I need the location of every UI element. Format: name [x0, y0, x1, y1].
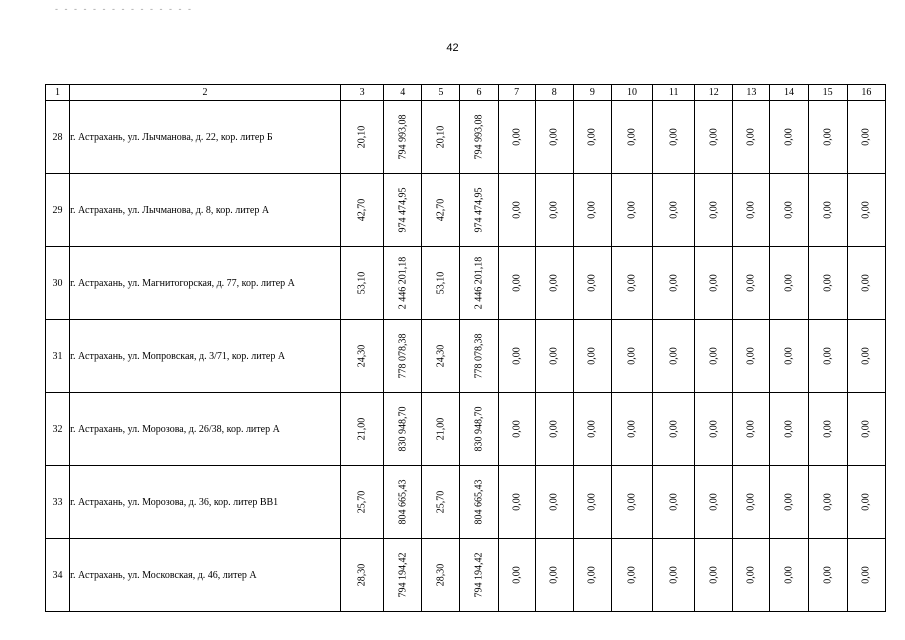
- amount-value: 2 446 201,18: [473, 256, 485, 310]
- row-number: 29: [46, 174, 70, 247]
- cell-value: 0,00: [548, 347, 560, 365]
- address-cell: г. Астрахань, ул. Магнитогорская, д. 77, кор. литер А: [70, 247, 341, 320]
- cell-value: 0,00: [860, 201, 872, 219]
- amount-value: 2 446 201,18: [397, 256, 409, 310]
- cell-value: 0,00: [822, 274, 834, 292]
- row-number: 32: [46, 393, 70, 466]
- area-value: 42,70: [435, 198, 447, 222]
- value-cell: [498, 466, 535, 539]
- cell-value: 0,00: [511, 128, 523, 146]
- area-value: 53,10: [356, 271, 368, 295]
- table-row: [46, 101, 886, 174]
- value-cell: [611, 174, 652, 247]
- cell-value: 0,00: [548, 420, 560, 438]
- value-cell: [535, 174, 573, 247]
- data-table: [45, 84, 886, 612]
- value-cell: [808, 466, 847, 539]
- amount-cell: [460, 539, 498, 612]
- cell-value: 0,00: [586, 566, 598, 584]
- address-cell: г. Астрахань, ул. Мопровская, д. 3/71, кор. литер А: [70, 320, 341, 393]
- amount-value: 830 948,70: [397, 406, 409, 452]
- value-cell: [847, 247, 885, 320]
- cell-value: 0,00: [860, 128, 872, 146]
- row-number: 33: [46, 466, 70, 539]
- amount-cell: [460, 393, 498, 466]
- cell-value: 0,00: [586, 201, 598, 219]
- area-cell: [341, 101, 384, 174]
- value-cell: [535, 539, 573, 612]
- cell-value: 0,00: [548, 274, 560, 292]
- area-cell: [341, 247, 384, 320]
- cell-value: 0,00: [548, 128, 560, 146]
- table-row: [46, 393, 886, 466]
- cell-value: 0,00: [668, 493, 680, 511]
- column-header: 5: [422, 85, 460, 101]
- value-cell: [847, 101, 885, 174]
- cell-value: 0,00: [745, 420, 757, 438]
- area-value: 21,00: [435, 417, 447, 441]
- area-value: 53,10: [435, 271, 447, 295]
- value-cell: [535, 466, 573, 539]
- value-cell: [695, 101, 733, 174]
- amount-value: 804 665,43: [473, 479, 485, 525]
- amount-cell: [384, 174, 422, 247]
- value-cell: [847, 466, 885, 539]
- row-number: 30: [46, 247, 70, 320]
- amount-cell: [460, 247, 498, 320]
- cell-value: 0,00: [586, 420, 598, 438]
- amount-cell: [460, 466, 498, 539]
- amount-value: 794 993,08: [473, 114, 485, 160]
- value-cell: [573, 393, 611, 466]
- value-cell: [808, 247, 847, 320]
- column-header: 1: [46, 85, 70, 101]
- value-cell: [808, 393, 847, 466]
- value-cell: [733, 466, 770, 539]
- value-cell: [535, 101, 573, 174]
- amount-value: 804 665,43: [397, 479, 409, 525]
- cell-value: 0,00: [822, 201, 834, 219]
- address-cell: г. Астрахань, ул. Морозова, д. 26/38, кор. литер А: [70, 393, 341, 466]
- area-cell: [422, 247, 460, 320]
- column-header: 15: [808, 85, 847, 101]
- scan-artifact: - - - - - - - - - - - - - - -: [55, 4, 193, 14]
- area-cell: [422, 466, 460, 539]
- value-cell: [611, 320, 652, 393]
- cell-value: 0,00: [586, 493, 598, 511]
- cell-value: 0,00: [668, 128, 680, 146]
- value-cell: [498, 247, 535, 320]
- cell-value: 0,00: [822, 420, 834, 438]
- value-cell: [695, 539, 733, 612]
- value-cell: [770, 247, 808, 320]
- area-value: 20,10: [356, 125, 368, 149]
- cell-value: 0,00: [708, 274, 720, 292]
- column-header: 2: [70, 85, 341, 101]
- amount-cell: [460, 174, 498, 247]
- amount-cell: [384, 101, 422, 174]
- column-header: 3: [341, 85, 384, 101]
- value-cell: [498, 539, 535, 612]
- table-row: [46, 247, 886, 320]
- value-cell: [808, 101, 847, 174]
- table-row: [46, 174, 886, 247]
- amount-cell: [384, 539, 422, 612]
- cell-value: 0,00: [626, 347, 638, 365]
- address-cell: г. Астрахань, ул. Лычманова, д. 8, кор. литер А: [70, 174, 341, 247]
- cell-value: 0,00: [668, 566, 680, 584]
- cell-value: 0,00: [822, 566, 834, 584]
- row-number: 28: [46, 101, 70, 174]
- area-value: 20,10: [435, 125, 447, 149]
- value-cell: [847, 174, 885, 247]
- value-cell: [770, 320, 808, 393]
- cell-value: 0,00: [586, 128, 598, 146]
- row-number: 31: [46, 320, 70, 393]
- value-cell: [498, 101, 535, 174]
- value-cell: [573, 101, 611, 174]
- value-cell: [770, 539, 808, 612]
- column-header: 9: [573, 85, 611, 101]
- cell-value: 0,00: [548, 201, 560, 219]
- value-cell: [573, 174, 611, 247]
- amount-value: 794 993,08: [397, 114, 409, 160]
- amount-cell: [384, 393, 422, 466]
- area-cell: [422, 539, 460, 612]
- cell-value: 0,00: [511, 347, 523, 365]
- cell-value: 0,00: [511, 493, 523, 511]
- cell-value: 0,00: [860, 493, 872, 511]
- value-cell: [573, 539, 611, 612]
- value-cell: [653, 320, 695, 393]
- cell-value: 0,00: [626, 493, 638, 511]
- value-cell: [498, 320, 535, 393]
- value-cell: [733, 174, 770, 247]
- value-cell: [573, 466, 611, 539]
- value-cell: [653, 393, 695, 466]
- header-row: [46, 85, 886, 101]
- area-cell: [341, 174, 384, 247]
- area-value: 24,30: [435, 344, 447, 368]
- area-cell: [422, 393, 460, 466]
- column-header: 6: [460, 85, 498, 101]
- value-cell: [653, 101, 695, 174]
- area-value: 28,30: [435, 563, 447, 587]
- amount-value: 778 078,38: [397, 333, 409, 379]
- cell-value: 0,00: [745, 347, 757, 365]
- column-header: 4: [384, 85, 422, 101]
- value-cell: [535, 320, 573, 393]
- cell-value: 0,00: [783, 420, 795, 438]
- cell-value: 0,00: [745, 566, 757, 584]
- area-value: 24,30: [356, 344, 368, 368]
- area-cell: [341, 539, 384, 612]
- column-header: 10: [611, 85, 652, 101]
- area-value: 42,70: [356, 198, 368, 222]
- amount-cell: [384, 320, 422, 393]
- column-header: 7: [498, 85, 535, 101]
- value-cell: [611, 539, 652, 612]
- cell-value: 0,00: [708, 201, 720, 219]
- area-cell: [341, 466, 384, 539]
- value-cell: [733, 320, 770, 393]
- table-row: [46, 320, 886, 393]
- cell-value: 0,00: [626, 201, 638, 219]
- area-cell: [422, 101, 460, 174]
- cell-value: 0,00: [708, 420, 720, 438]
- cell-value: 0,00: [511, 566, 523, 584]
- cell-value: 0,00: [745, 128, 757, 146]
- value-cell: [498, 174, 535, 247]
- value-cell: [535, 393, 573, 466]
- area-cell: [422, 174, 460, 247]
- cell-value: 0,00: [708, 128, 720, 146]
- cell-value: 0,00: [860, 420, 872, 438]
- value-cell: [808, 539, 847, 612]
- cell-value: 0,00: [668, 420, 680, 438]
- cell-value: 0,00: [668, 274, 680, 292]
- address-cell: г. Астрахань, ул. Лычманова, д. 22, кор. литер Б: [70, 101, 341, 174]
- value-cell: [611, 101, 652, 174]
- area-cell: [422, 320, 460, 393]
- value-cell: [695, 393, 733, 466]
- cell-value: 0,00: [822, 128, 834, 146]
- amount-value: 830 948,70: [473, 406, 485, 452]
- value-cell: [535, 247, 573, 320]
- cell-value: 0,00: [822, 493, 834, 511]
- cell-value: 0,00: [783, 493, 795, 511]
- value-cell: [653, 539, 695, 612]
- cell-value: 0,00: [668, 347, 680, 365]
- cell-value: 0,00: [860, 347, 872, 365]
- column-header: 8: [535, 85, 573, 101]
- value-cell: [695, 247, 733, 320]
- cell-value: 0,00: [783, 566, 795, 584]
- amount-value: 778 078,38: [473, 333, 485, 379]
- cell-value: 0,00: [860, 274, 872, 292]
- value-cell: [808, 174, 847, 247]
- cell-value: 0,00: [626, 128, 638, 146]
- value-cell: [653, 174, 695, 247]
- cell-value: 0,00: [626, 566, 638, 584]
- value-cell: [573, 247, 611, 320]
- value-cell: [847, 393, 885, 466]
- value-cell: [653, 466, 695, 539]
- value-cell: [573, 320, 611, 393]
- cell-value: 0,00: [626, 274, 638, 292]
- value-cell: [770, 466, 808, 539]
- area-value: 21,00: [356, 417, 368, 441]
- value-cell: [770, 101, 808, 174]
- area-value: 25,70: [435, 490, 447, 514]
- value-cell: [611, 466, 652, 539]
- cell-value: 0,00: [548, 566, 560, 584]
- area-value: 28,30: [356, 563, 368, 587]
- column-header: 16: [847, 85, 885, 101]
- value-cell: [847, 320, 885, 393]
- cell-value: 0,00: [668, 201, 680, 219]
- cell-value: 0,00: [783, 201, 795, 219]
- value-cell: [498, 393, 535, 466]
- table-row: [46, 539, 886, 612]
- area-value: 25,70: [356, 490, 368, 514]
- amount-cell: [460, 101, 498, 174]
- area-cell: [341, 393, 384, 466]
- cell-value: 0,00: [586, 347, 598, 365]
- page-number: 42: [446, 42, 459, 54]
- column-header: 14: [770, 85, 808, 101]
- cell-value: 0,00: [860, 566, 872, 584]
- value-cell: [733, 101, 770, 174]
- value-cell: [847, 539, 885, 612]
- cell-value: 0,00: [783, 347, 795, 365]
- amount-value: 974 474,95: [473, 187, 485, 233]
- cell-value: 0,00: [708, 566, 720, 584]
- cell-value: 0,00: [708, 493, 720, 511]
- cell-value: 0,00: [745, 201, 757, 219]
- value-cell: [653, 247, 695, 320]
- address-cell: г. Астрахань, ул. Морозова, д. 36, кор. литер ВВ1: [70, 466, 341, 539]
- cell-value: 0,00: [586, 274, 598, 292]
- value-cell: [808, 320, 847, 393]
- value-cell: [733, 247, 770, 320]
- value-cell: [770, 174, 808, 247]
- column-header: 11: [653, 85, 695, 101]
- column-header: 12: [695, 85, 733, 101]
- amount-cell: [460, 320, 498, 393]
- value-cell: [695, 320, 733, 393]
- value-cell: [695, 174, 733, 247]
- column-header: 13: [733, 85, 770, 101]
- cell-value: 0,00: [783, 128, 795, 146]
- value-cell: [695, 466, 733, 539]
- cell-value: 0,00: [626, 420, 638, 438]
- cell-value: 0,00: [548, 493, 560, 511]
- amount-value: 974 474,95: [397, 187, 409, 233]
- value-cell: [611, 247, 652, 320]
- address-cell: г. Астрахань, ул. Московская, д. 46, литер А: [70, 539, 341, 612]
- cell-value: 0,00: [745, 274, 757, 292]
- value-cell: [611, 393, 652, 466]
- value-cell: [733, 393, 770, 466]
- amount-value: 794 194,42: [473, 552, 485, 598]
- cell-value: 0,00: [511, 420, 523, 438]
- value-cell: [733, 539, 770, 612]
- cell-value: 0,00: [511, 201, 523, 219]
- cell-value: 0,00: [708, 347, 720, 365]
- value-cell: [770, 393, 808, 466]
- cell-value: 0,00: [822, 347, 834, 365]
- amount-value: 794 194,42: [397, 552, 409, 598]
- amount-cell: [384, 466, 422, 539]
- cell-value: 0,00: [511, 274, 523, 292]
- row-number: 34: [46, 539, 70, 612]
- cell-value: 0,00: [745, 493, 757, 511]
- area-cell: [341, 320, 384, 393]
- cell-value: 0,00: [783, 274, 795, 292]
- amount-cell: [384, 247, 422, 320]
- table-row: [46, 466, 886, 539]
